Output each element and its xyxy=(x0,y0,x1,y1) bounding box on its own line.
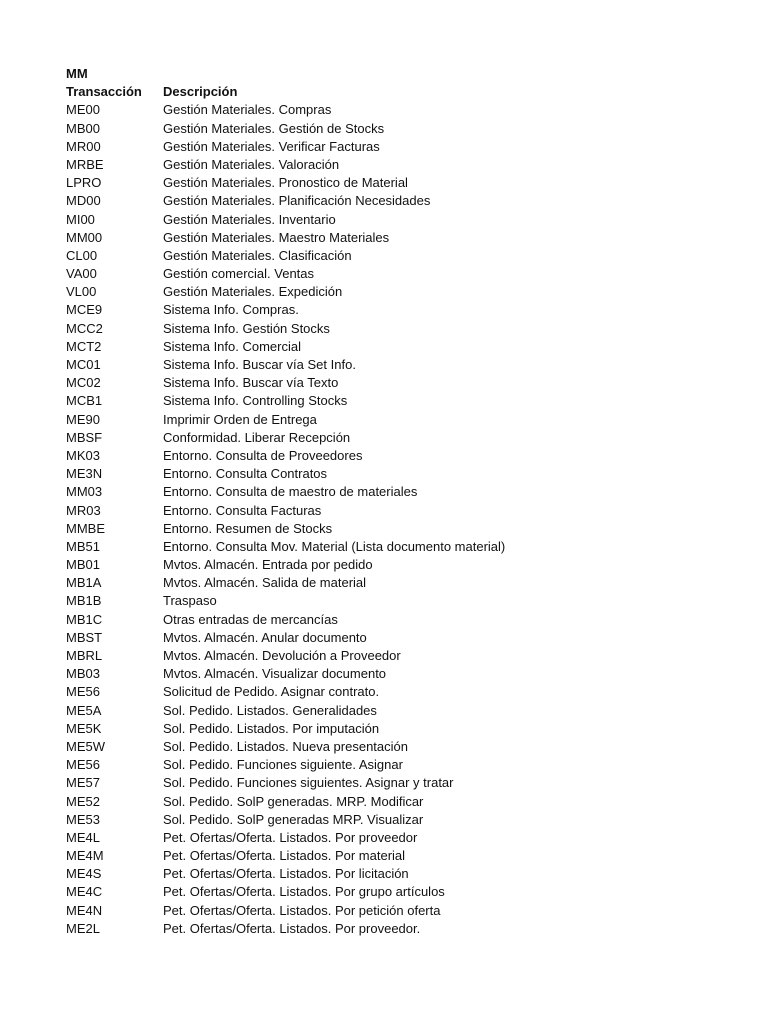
transaction-code: ME5K xyxy=(66,720,102,736)
transaction-description: Sistema Info. Gestión Stocks xyxy=(163,320,330,336)
transaction-code: MM00 xyxy=(66,229,103,245)
transaction-description: Conformidad. Liberar Recepción xyxy=(163,429,351,445)
transaction-description: Gestión comercial. Ventas xyxy=(163,266,315,282)
table-row xyxy=(66,392,746,410)
transaction-description: Gestión Materiales. Verificar Facturas xyxy=(163,138,380,154)
table-row xyxy=(66,847,746,865)
table-row xyxy=(66,138,746,156)
transaction-code: MBSF xyxy=(66,429,103,445)
transaction-description: Mvtos. Almacén. Salida de material xyxy=(163,575,367,591)
transaction-description: Gestión Materiales. Gestión de Stocks xyxy=(163,120,385,136)
table-row xyxy=(66,720,746,738)
transaction-description: Gestión Materiales. Inventario xyxy=(163,211,336,227)
transaction-description: Gestión Materiales. Expedición xyxy=(163,284,343,300)
transaction-code: ME4M xyxy=(66,848,104,864)
transaction-code: MBRL xyxy=(66,648,103,663)
table-row xyxy=(66,865,746,883)
transaction-code: ME4L xyxy=(66,829,100,845)
table-row xyxy=(66,902,746,920)
transaction-description: Entorno. Consulta Contratos xyxy=(163,466,328,482)
table-row xyxy=(66,174,746,192)
transaction-code: MD00 xyxy=(66,193,101,209)
transaction-code: ME52 xyxy=(66,793,100,809)
table-row xyxy=(66,265,746,283)
table-row xyxy=(66,502,746,520)
table-row xyxy=(66,211,746,229)
transaction-code: CL00 xyxy=(66,247,98,263)
transaction-code: ME4C xyxy=(66,884,103,900)
table-row xyxy=(66,429,746,447)
transaction-description: Sistema Info. Compras. xyxy=(163,302,299,318)
transaction-description: Pet. Ofertas/Oferta. Listados. Por proveedor. xyxy=(163,920,421,936)
transaction-code: MB1A xyxy=(66,575,102,591)
transaction-description: Mvtos. Almacén. Visualizar documento xyxy=(163,666,387,682)
transaction-code: ME56 xyxy=(66,684,100,700)
transaction-description: Solicitud de Pedido. Asignar contrato. xyxy=(163,684,380,700)
transaction-code: MB01 xyxy=(66,557,100,573)
transaction-code: VA00 xyxy=(66,266,97,282)
transaction-code: ME4N xyxy=(66,902,103,918)
table-row xyxy=(66,683,746,701)
table-row xyxy=(66,829,746,847)
transaction-code: MR00 xyxy=(66,138,101,154)
table-row xyxy=(66,520,746,538)
transaction-description: Otras entradas de mercancías xyxy=(163,611,338,627)
transaction-code: ME2L xyxy=(66,920,100,936)
transaction-description: Entorno. Consulta Facturas xyxy=(163,502,322,518)
table-row xyxy=(66,920,746,938)
table-row xyxy=(66,647,746,665)
transaction-description: Pet. Ofertas/Oferta. Listados. Por grupo artículos xyxy=(163,884,445,900)
table-row xyxy=(66,356,746,374)
transaction-code: ME00 xyxy=(66,102,100,118)
table-row xyxy=(66,574,746,592)
table-row xyxy=(66,811,746,829)
transaction-description: Sistema Info. Comercial xyxy=(163,338,301,354)
transaction-code: ME4S xyxy=(66,866,102,882)
table-row xyxy=(66,702,746,720)
transaction-description: Entorno. Consulta de Proveedores xyxy=(163,447,363,463)
transaction-description: Gestión Materiales. Pronostico de Material xyxy=(163,175,408,191)
transaction-code: MR03 xyxy=(66,502,101,518)
table-row xyxy=(66,301,746,319)
transaction-code: VL00 xyxy=(66,284,97,300)
table-row xyxy=(66,283,746,301)
table-row xyxy=(66,774,746,792)
transaction-code: MB00 xyxy=(66,120,100,136)
table-row xyxy=(66,465,746,483)
table-row xyxy=(66,629,746,647)
transaction-description: Pet. Ofertas/Oferta. Listados. Por material xyxy=(163,848,406,864)
transaction-description: Gestión Materiales. Planificación Necesidades xyxy=(163,193,431,209)
transaction-list xyxy=(66,101,746,938)
transaction-code: ME5W xyxy=(66,738,105,754)
transaction-code: MB03 xyxy=(66,666,100,682)
transaction-code: MCT2 xyxy=(66,338,102,354)
transaction-description: Sol. Pedido. Listados. Generalidades xyxy=(163,702,377,718)
table-row xyxy=(66,738,746,756)
transaction-code: MCE9 xyxy=(66,302,103,318)
transaction-code: MCC2 xyxy=(66,320,103,336)
transaction-code: MB1B xyxy=(66,593,102,609)
transaction-description: Gestión Materiales. Clasificación xyxy=(163,247,352,263)
transaction-code: LPRO xyxy=(66,175,102,191)
transaction-description: Sol. Pedido. Funciones siguiente. Asignar xyxy=(163,757,403,773)
transaction-description: Gestión Materiales. Valoración xyxy=(163,156,340,172)
table-row xyxy=(66,120,746,138)
table-row xyxy=(66,665,746,683)
table-row xyxy=(66,338,746,356)
transaction-description: Sol. Pedido. Listados. Nueva presentación xyxy=(163,738,408,754)
transaction-code: ME3N xyxy=(66,466,103,482)
transaction-code: ME56 xyxy=(66,757,100,773)
transaction-description: Entorno. Consulta de maestro de materiales xyxy=(163,484,418,500)
table-row xyxy=(66,556,746,574)
transaction-description: Sol. Pedido. SolP generadas. MRP. Modificar xyxy=(163,793,424,809)
table-row xyxy=(66,592,746,610)
header-code: Transacción xyxy=(66,84,142,100)
table-row xyxy=(66,611,746,629)
transaction-code: ME90 xyxy=(66,411,100,427)
transaction-description: Entorno. Resumen de Stocks xyxy=(163,520,333,536)
transaction-code: MC01 xyxy=(66,357,101,372)
table-row xyxy=(66,374,746,392)
table-row xyxy=(66,101,746,119)
transaction-description: Gestión Materiales. Compras xyxy=(163,102,332,118)
table-row xyxy=(66,483,746,501)
transaction-description: Mvtos. Almacén. Entrada por pedido xyxy=(163,557,373,573)
table-row xyxy=(66,883,746,901)
table-row xyxy=(66,411,746,429)
transaction-code: ME57 xyxy=(66,775,100,791)
table-row xyxy=(66,793,746,811)
transaction-description: Traspaso xyxy=(163,593,217,609)
transaction-code: ME53 xyxy=(66,811,100,827)
transaction-description: Sol. Pedido. SolP generadas MRP. Visualizar xyxy=(163,811,424,827)
transaction-description: Pet. Ofertas/Oferta. Listados. Por proveedor xyxy=(163,829,418,845)
transaction-description: Sol. Pedido. Funciones siguientes. Asignar y tratar xyxy=(163,775,454,791)
transaction-code: MB1C xyxy=(66,611,103,627)
section-title: MM xyxy=(66,66,88,81)
table-header xyxy=(66,83,746,101)
transaction-document xyxy=(66,65,746,938)
transaction-description: Mvtos. Almacén. Anular documento xyxy=(163,629,367,645)
transaction-description: Sistema Info. Buscar vía Texto xyxy=(163,375,339,391)
transaction-code: MM03 xyxy=(66,484,103,500)
transaction-code: MRBE xyxy=(66,156,104,172)
transaction-code: ME5A xyxy=(66,702,102,718)
transaction-code: MC02 xyxy=(66,375,101,391)
table-row xyxy=(66,247,746,265)
transaction-description: Imprimir Orden de Entrega xyxy=(163,411,317,427)
transaction-description: Mvtos. Almacén. Devolución a Proveedor xyxy=(163,648,401,663)
transaction-description: Entorno. Consulta Mov. Material (Lista documento material) xyxy=(163,538,506,554)
header-description: Descripción xyxy=(163,84,238,100)
table-row xyxy=(66,156,746,174)
transaction-description: Pet. Ofertas/Oferta. Listados. Por licitación xyxy=(163,866,409,882)
table-row xyxy=(66,538,746,556)
transaction-code: MBST xyxy=(66,629,103,645)
transaction-description: Pet. Ofertas/Oferta. Listados. Por petición oferta xyxy=(163,902,441,918)
table-row xyxy=(66,192,746,210)
table-row xyxy=(66,229,746,247)
transaction-code: MCB1 xyxy=(66,393,103,409)
table-row xyxy=(66,756,746,774)
transaction-code: MI00 xyxy=(66,211,95,227)
table-row xyxy=(66,320,746,338)
transaction-code: MK03 xyxy=(66,447,100,463)
transaction-description: Sol. Pedido. Listados. Por imputación xyxy=(163,720,380,736)
transaction-code: MMBE xyxy=(66,520,105,536)
transaction-description: Sistema Info. Buscar vía Set Info. xyxy=(163,357,356,372)
table-row xyxy=(66,447,746,465)
transaction-description: Sistema Info. Controlling Stocks xyxy=(163,393,348,409)
transaction-code: MB51 xyxy=(66,538,100,554)
transaction-description: Gestión Materiales. Maestro Materiales xyxy=(163,229,390,245)
